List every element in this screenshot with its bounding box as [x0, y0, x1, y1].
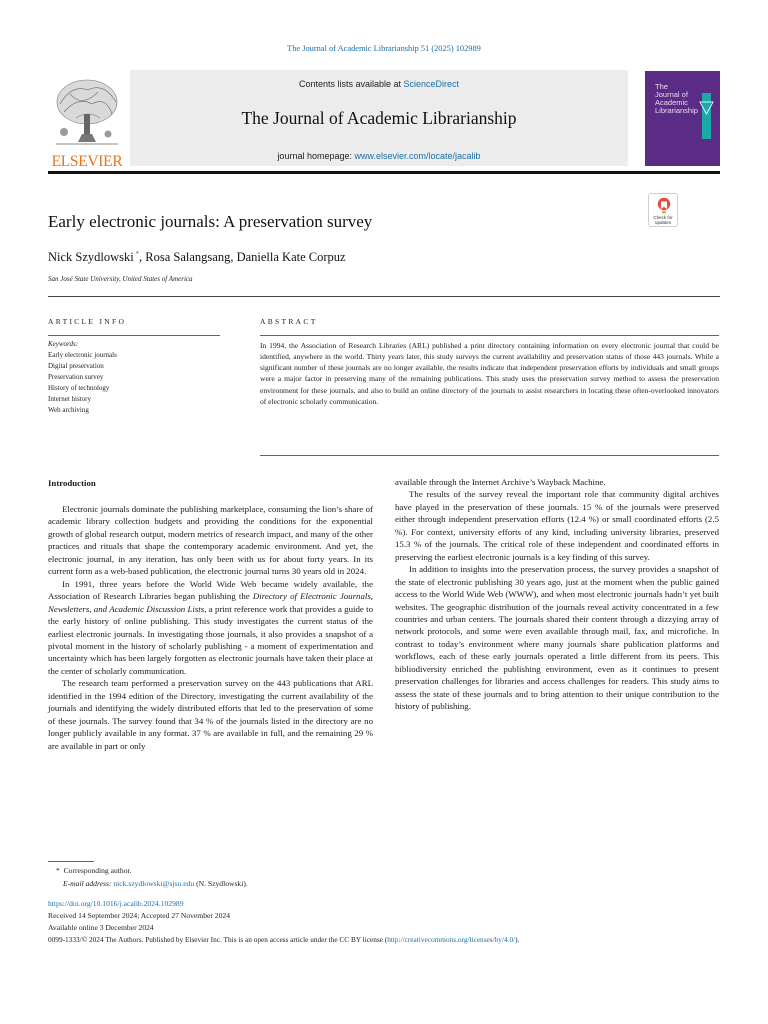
check-for-updates-badge[interactable] — [648, 193, 678, 227]
license-prefix: 0099-1333/© 2024 The Authors. Published by Elsevier Inc. This is an open access article under the CC BY license ( — [48, 935, 388, 944]
sciencedirect-link[interactable]: ScienceDirect — [403, 79, 460, 89]
journal-homepage-line — [130, 151, 628, 161]
cover-line: The — [655, 82, 668, 91]
keywords-label: Keywords: — [48, 340, 79, 348]
email-label: E-mail address: — [63, 879, 112, 888]
check-for-updates-icon — [657, 197, 671, 214]
keyword-item: Internet history — [48, 395, 91, 403]
body-left-column — [48, 503, 373, 752]
article-info-heading: ARTICLE INFO — [48, 317, 127, 326]
contents-prefix: Contents lists available at — [298, 79, 404, 89]
paragraph-text: , a print reference work that provides a guide to the early history of online publishing. This study investigates the current status of the earliest electronic journals. In investigating those journals, it also provides a snapshot of a pivotal moment in the history of scholarly publishing - a moment of experimentation and uncertainty which has been largely forgotten as electronic journals have taken their place at the center of scholarly communication. — [48, 603, 374, 676]
keyword-item: Web archiving — [48, 406, 89, 414]
header-rule — [48, 171, 720, 174]
body-paragraph: In addition to insights into the preservation process, the survey provides a snapshot of the state of electronic publishing 30 years ago, just at the moment when the public gained access to the World Wide Web (WWW), and when most electronic journals hadn’t yet built websites. The geographic distribution of the journals reveal activity concentrated in a few countries and urban centers. The journals shared their content through a dizzying array of network protocols, and some were even available through mail, fax, and microfiche. In contrast to today’s environment where many journals share publication platforms and workflows, each of these early journals operated a little different from its peers. This bibliodiversity enriched the publishing environment, even as it continues to present preservation challenges for libraries and access challenges for readers. This study aims to assess the state of these journals and to bring attention to their unique contribution to the history of publishing. — [395, 564, 719, 712]
article-title: Early electronic journals: A preservation survey — [48, 212, 373, 231]
journal-cover-thumbnail[interactable] — [645, 71, 720, 166]
keyword-item: Digital preservation — [48, 362, 104, 370]
keyword-item: History of technology — [48, 384, 110, 392]
license-link[interactable]: http://creativecommons.org/licenses/by/4.0/ — [387, 935, 516, 944]
footnote-rule — [48, 861, 94, 862]
keyword-item: Early electronic journals — [48, 351, 117, 359]
author-list: Nick Szydlowski *, Rosa Salangsang, Daniella Kate Corpuz — [48, 250, 346, 265]
article-info-rule — [48, 335, 220, 336]
body-paragraph: available through the Internet Archive’s Wayback Machine. — [395, 477, 606, 487]
author-affiliation: San José State University, United States of America — [48, 275, 193, 283]
cover-teal-bar — [702, 93, 711, 139]
abstract-bottom-rule — [260, 455, 719, 456]
badge-text — [649, 215, 677, 225]
directory-title: Directory of Electronic Journals, Newsletters, and Academic Discussion Lists — [48, 591, 373, 614]
abstract-heading: ABSTRACT — [260, 317, 318, 326]
paragraph-text: In 1991, three years before the World Wide Web became widely available, the Association of Research Libraries began publishing the — [48, 578, 373, 602]
email-suffix: (N. Szydlowski). — [194, 879, 248, 888]
corresponding-author-marker[interactable]: * — [135, 250, 140, 258]
email-link[interactable]: nick.szydlowski@sjsu.edu — [113, 879, 195, 888]
journal-header — [48, 70, 628, 170]
contents-lists-line — [130, 79, 628, 89]
journal-citation-link[interactable]: The Journal of Academic Librarianship 51 (2025) 102989 — [287, 44, 481, 53]
journal-header-banner — [130, 70, 628, 166]
corresponding-author-note — [56, 866, 132, 875]
abstract-rule — [260, 335, 719, 336]
elsevier-tree-logo[interactable] — [48, 74, 126, 170]
license-suffix: ). — [515, 935, 520, 944]
cover-line: Librarianship — [655, 106, 698, 115]
cover-line: Academic — [655, 98, 688, 107]
badge-line: Check for — [653, 215, 673, 220]
abstract-text: In 1994, the Association of Research Libraries (ARL) published a print directory containing information on every electronic journal that could be identified, anywhere in the world. Thirty years later, this study surveys the current availability and preservation status of those 443 journals. While a significant number of these journals are no longer available, the results indicate that independent preservation efforts by individuals and small groups were a major factor in preserving many of the remaining publications. This study uses the preservation survey method to assess the preservation environment for these journals, and also to build an online directory of the journals to assist researchers in locating these often-overlooked innovators of electronic scholarly communication. — [260, 341, 719, 406]
author-name[interactable]: Rosa Salangsang — [145, 250, 231, 265]
keyword-item: Preservation survey — [48, 373, 104, 381]
body-paragraph: Electronic journals dominate the publishing marketplace, consuming the lion’s share of academic library collection budgets and providing the conditions for the exponential growth of global research output, modern metrics of research impact, and many of the other practices and rituals that shape the contemporary academic environment. And yet, the electronic journal, in any iteration, has only been with us for about forty years. In its current form as a web-based publication, the electronic journal turns 30 years old in 2024. — [48, 504, 373, 577]
received-accepted-dates: Received 14 September 2024; Accepted 27 November 2024 — [48, 911, 230, 920]
body-right-column — [395, 476, 719, 713]
elsevier-wordmark: ELSEVIER — [51, 153, 123, 170]
author-name[interactable]: Nick Szydlowski — [48, 250, 134, 265]
corresponding-note-text: Corresponding author. — [63, 866, 132, 875]
license-statement — [48, 935, 519, 944]
introduction-heading: Introduction — [48, 478, 96, 488]
badge-line: updates — [654, 220, 671, 225]
footnote-marker: * — [56, 866, 60, 875]
email-note — [63, 879, 248, 888]
author-name[interactable]: Daniella Kate Corpuz — [236, 250, 346, 265]
body-paragraph — [48, 578, 373, 678]
available-online-date: Available online 3 December 2024 — [48, 923, 154, 932]
body-paragraph: The results of the survey reveal the important role that community digital archives have played in the preservation of these journals. 15 % of the journals were preserved either through independent preservation efforts (12.4 %) or small coordinated efforts (2.5 %). For context, university efforts of any kind, including university libraries, preserved 15.3 % of the journals. The critical role of these independent and coordinated efforts in preserving the earliest electronic journals is a key finding of this survey. — [395, 489, 719, 562]
cover-triangle-icon — [699, 101, 714, 115]
cover-line: Journal of — [655, 90, 688, 99]
body-paragraph: The research team performed a preservation survey on the 443 publications that ARL identified in the 1994 edition of the Directory, investigating the current availability of the journals and identifying the widely distributed efforts that led to the preservation of some of these journals. The survey found that 34 % of the journals listed in the directory are no longer publicly available in any format. 37 % are available in full, and the remaining 29 % are available in part or only — [48, 678, 373, 751]
affiliation-rule — [48, 296, 720, 297]
cover-title — [655, 83, 698, 115]
doi-link[interactable]: https://doi.org/10.1016/j.acalib.2024.102989 — [48, 899, 184, 908]
journal-homepage-link[interactable]: www.elsevier.com/locate/jacalib — [354, 151, 481, 161]
homepage-prefix: journal homepage: — [277, 151, 355, 161]
journal-title: The Journal of Academic Librarianship — [241, 108, 517, 128]
